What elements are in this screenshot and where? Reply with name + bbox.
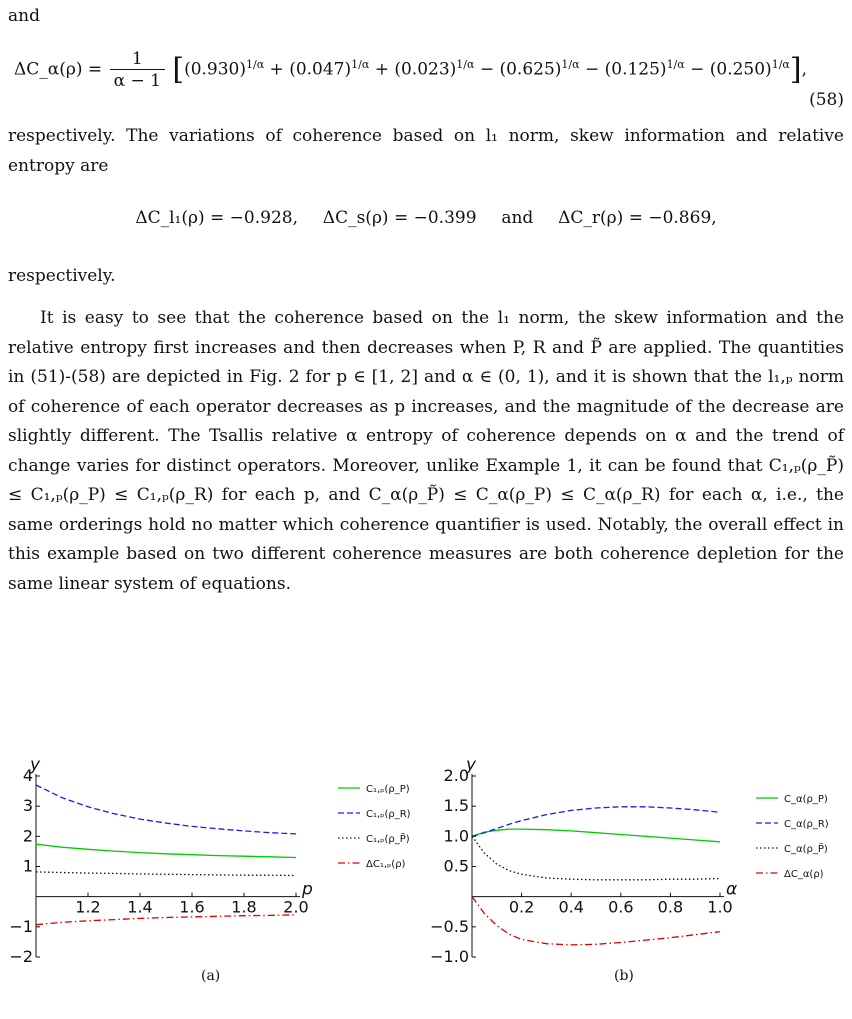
respectively-line: respectively. <box>8 266 116 286</box>
x-tick-label: 1.4 <box>127 897 153 917</box>
y-tick-label: −1.0 <box>430 947 469 964</box>
eq58-exp-1: 1/α <box>246 58 265 71</box>
eq58-term-3: + (0.023) <box>374 59 457 80</box>
caption-a: (a) <box>201 968 221 984</box>
series-line <box>36 844 296 857</box>
legend-label: C₁,ₚ(ρ_P̃) <box>366 834 410 845</box>
x-tick-label: 0.8 <box>657 897 684 917</box>
equation-58-fraction <box>110 49 165 92</box>
series-line <box>36 785 296 834</box>
legend-label: C_α(ρ_P̃) <box>784 844 828 855</box>
series-line <box>472 829 720 842</box>
y-tick-label: 1.5 <box>443 796 469 816</box>
delta-c-r: ΔC_r(ρ) = −0.869, <box>558 208 717 228</box>
equation-values <box>0 208 852 228</box>
y-axis-label: y <box>30 755 41 775</box>
eq58-term-1: (0.930) <box>184 59 246 80</box>
y-tick-label: −2 <box>9 947 33 964</box>
x-axis-label: p <box>302 879 313 900</box>
eq58-term-5: − (0.125) <box>584 59 667 80</box>
eq58-exp-2: 1/α <box>351 58 370 71</box>
legend-label: ΔC_α(ρ) <box>784 869 824 880</box>
y-tick-label: 4 <box>22 766 33 785</box>
series-line <box>472 836 720 880</box>
eq58-term-4: − (0.625) <box>479 59 562 80</box>
paragraph-variations: respectively. The variations of coherence based on l₁ norm, skew information and relative entropy are <box>8 126 844 176</box>
x-tick-label: 0.2 <box>508 897 535 917</box>
intro-word: and <box>8 6 40 26</box>
y-tick-label: 1.0 <box>443 826 469 846</box>
eq58-exp-5: 1/α <box>666 58 685 71</box>
eq58-exp-4: 1/α <box>561 58 580 71</box>
legend-label: C₁,ₚ(ρ_P) <box>366 784 410 795</box>
x-tick-label: 1.0 <box>707 897 733 917</box>
y-tick-label: 3 <box>22 796 33 816</box>
eq58-exp-3: 1/α <box>456 58 475 71</box>
eq58-term-2: + (0.047) <box>269 59 352 80</box>
equation-58-lhs: ΔC_α(ρ) = <box>14 59 103 80</box>
equation-number-58: (58) <box>809 90 844 110</box>
x-tick-label: 1.6 <box>179 897 205 917</box>
series-line <box>36 872 296 876</box>
chart-a <box>0 754 420 964</box>
x-tick-label: 1.2 <box>75 897 101 917</box>
equation-58-numerator: 1 <box>110 49 165 70</box>
delta-c-l1: ΔC_l₁(ρ) = −0.928, <box>135 208 298 228</box>
close-bracket: ] <box>789 52 802 88</box>
y-tick-label: 1 <box>22 856 33 876</box>
y-tick-label: −1 <box>9 916 33 936</box>
x-tick-label: 2.0 <box>283 897 309 917</box>
legend-label: C₁,ₚ(ρ_R) <box>366 809 411 820</box>
legend-label: ΔC₁,ₚ(ρ) <box>366 859 406 870</box>
eq58-exp-6: 1/α <box>771 58 790 71</box>
equation-58 <box>14 38 807 92</box>
chart-b <box>430 754 852 964</box>
and-word: and <box>501 208 534 228</box>
caption-b: (b) <box>614 968 634 984</box>
series-line <box>472 807 720 837</box>
equation-58-denominator: α − 1 <box>113 70 161 91</box>
eq58-term-6: − (0.250) <box>690 59 772 80</box>
x-tick-label: 0.4 <box>558 897 584 917</box>
legend-label: C_α(ρ_P) <box>784 794 828 805</box>
y-tick-label: 2.0 <box>443 766 469 785</box>
x-tick-label: 1.8 <box>231 897 257 917</box>
paragraph-discussion: It is easy to see that the coherence based on the l₁ norm, the skew information and the relative entropy first increases and then decreases when P, R and P̃ are applied. The quantities in (51)-(58) are depicted in Fig. 2 for p ∈ [1, 2] and α ∈ (0, 1), and it is shown that the l₁,ₚ norm of coherence of each operator decreases as p increases, and the magnitude of the decrease are slightly different. The Tsallis relative α entropy of coherence depends on α and the trend of change varies for distinct operators. Moreover, unlike Example 1, it can be found that C₁,ₚ(ρ_P̃) ≤ C₁,ₚ(ρ_P) ≤ C₁,ₚ(ρ_R) for each p, and C_α(ρ_P̃) ≤ C_α(ρ_P) ≤ C_α(ρ_R) for each α, i.e., the same orderings hold no matter which coherence quantifier is used. Notably, the overall effect in this example based on two different coherence measures are both coherence depletion for the same linear system of equations. <box>8 308 844 594</box>
y-tick-label: 0.5 <box>443 856 469 876</box>
open-bracket: [ <box>172 52 185 88</box>
eq58-tail: , <box>801 59 807 80</box>
y-tick-label: 2 <box>22 826 33 846</box>
legend-label: C_α(ρ_R) <box>784 819 829 830</box>
x-tick-label: 0.6 <box>608 897 634 917</box>
delta-c-s: ΔC_s(ρ) = −0.399 <box>322 208 477 228</box>
x-axis-label: α <box>726 879 738 900</box>
y-axis-label: y <box>466 755 477 775</box>
y-tick-label: −0.5 <box>430 916 469 936</box>
